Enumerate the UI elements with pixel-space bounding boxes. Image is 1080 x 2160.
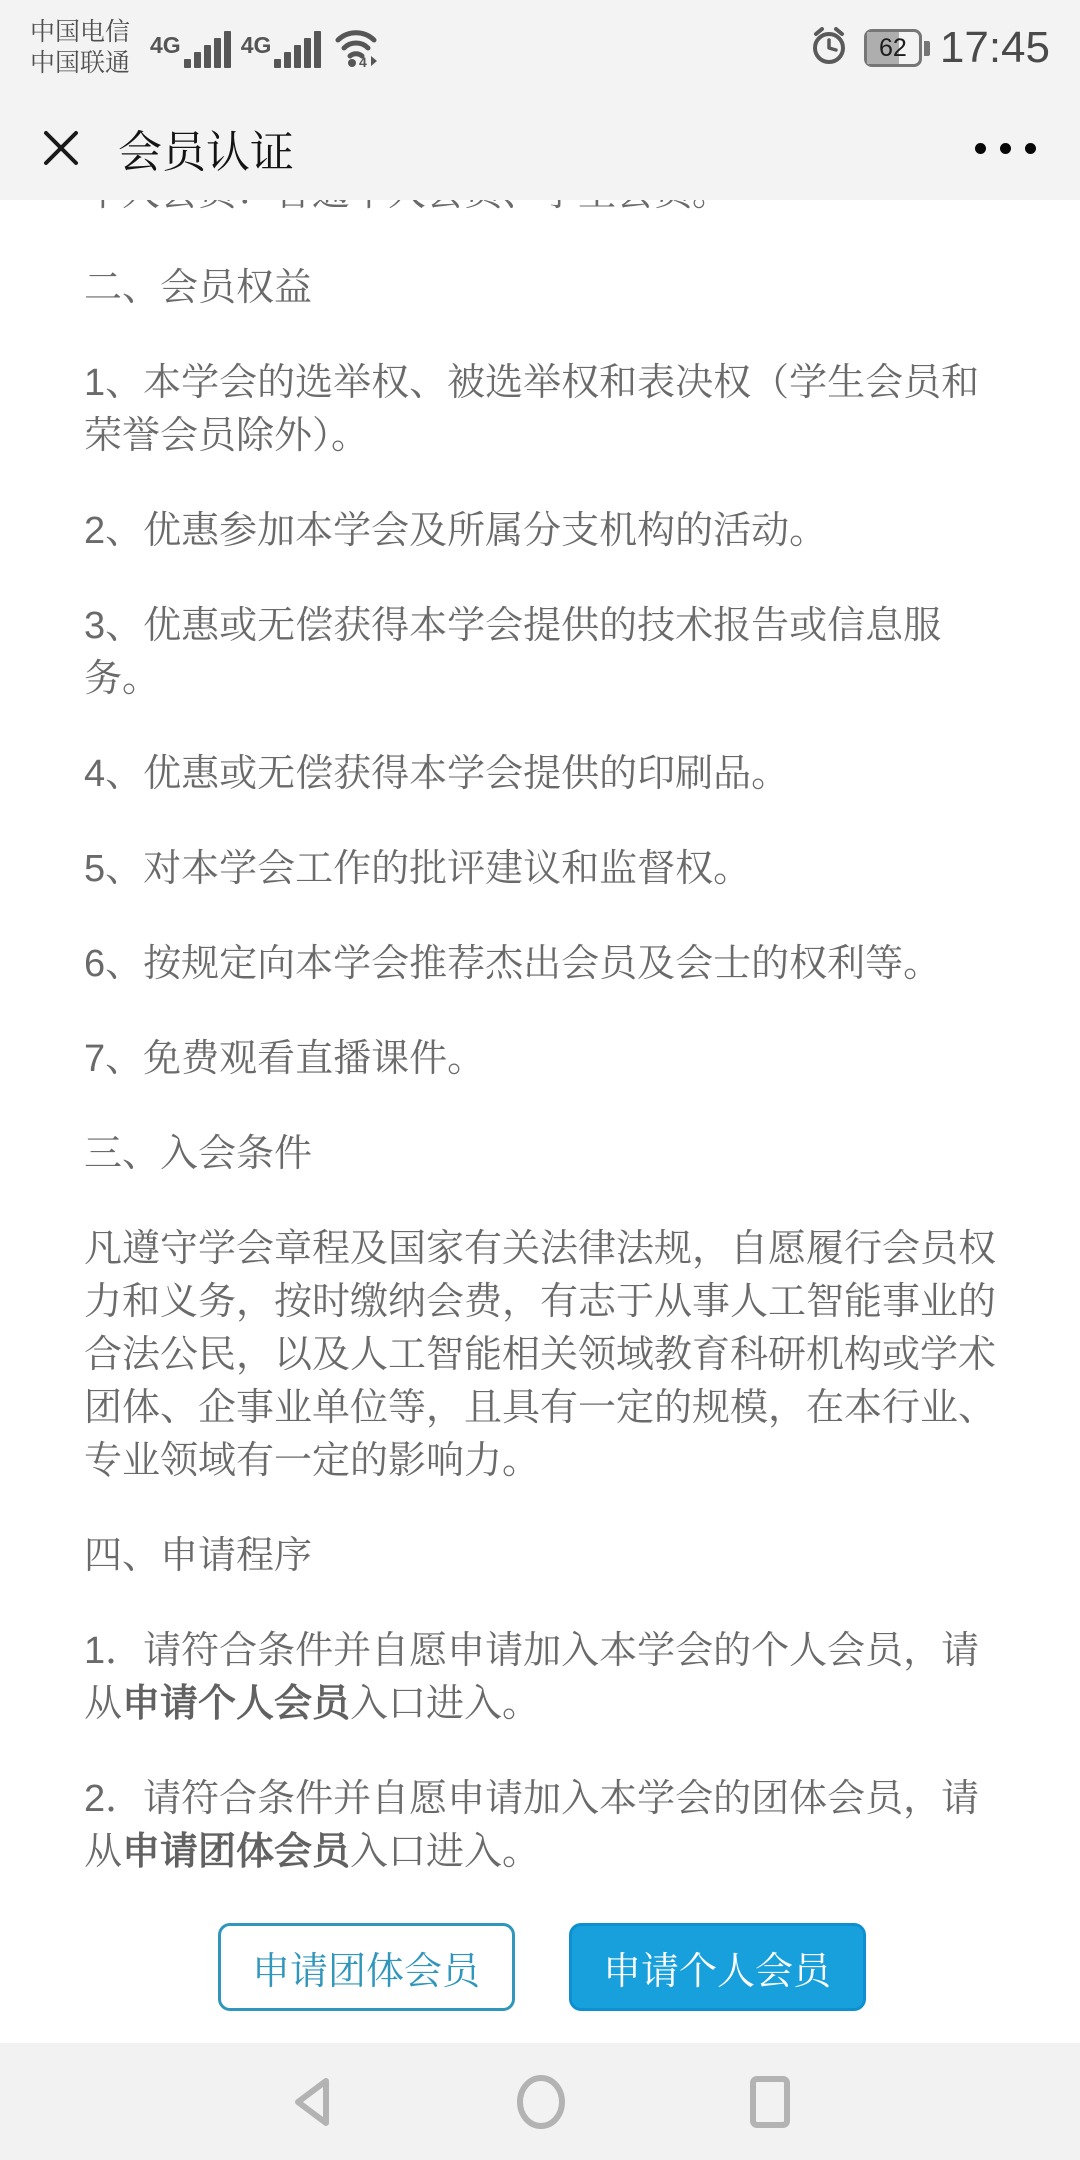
wifi-icon	[333, 26, 379, 73]
paragraph: 4、优惠或无偿获得本学会提供的印刷品。	[84, 753, 790, 795]
paragraph: 四、申请程序	[84, 1535, 313, 1577]
apply-personal-member-button[interactable]: 申请个人会员	[569, 1923, 866, 2011]
paragraph: 三、入会条件	[84, 1133, 313, 1175]
more-menu-icon[interactable]	[969, 133, 1042, 164]
network-type-badge: 4G	[240, 32, 272, 58]
paragraph: 凡遵守学会章程及国家有关法律法规，自愿履行会员权力和义务，按时缴纳会费，有志于从事人工智能事业的合法公民，以及人工智能相关领域教育科研机构或学术团体、企事业单位等，且具有一定的规模，在本行业、专业领域有一定的影响力。	[84, 1228, 997, 1482]
status-bar	[0, 0, 1080, 96]
status-left	[30, 17, 379, 79]
paragraph: 5、对本学会工作的批评建议和监督权。	[84, 848, 752, 890]
signal-bars-icon	[184, 28, 231, 68]
paragraph: 1．请符合条件并自愿申请加入本学会的个人会员，请从申请个人会员入口进入。	[84, 1630, 980, 1725]
status-right	[808, 23, 1050, 73]
nav-home-icon[interactable]	[514, 2072, 568, 2132]
signal-1	[150, 28, 231, 68]
paragraph: 3、优惠或无偿获得本学会提供的技术报告或信息服务。	[84, 605, 942, 700]
carrier-names	[30, 17, 130, 79]
android-nav-bar	[0, 2043, 1080, 2160]
nav-back-icon[interactable]	[286, 2072, 336, 2132]
close-icon[interactable]	[38, 125, 84, 171]
paragraph: 2．请符合条件并自愿申请加入本学会的团体会员，请从申请团体会员入口进入。	[84, 1778, 980, 1873]
alarm-icon	[808, 25, 850, 72]
nav-recents-icon[interactable]	[746, 2072, 794, 2132]
apply-buttons-row	[84, 1923, 999, 2011]
carrier-1: 中国电信	[30, 18, 131, 46]
battery-indicator	[864, 29, 922, 67]
svg-text:4: 4	[359, 53, 368, 70]
signal-bars-icon	[274, 28, 321, 68]
network-type-badge: 4G	[150, 32, 181, 58]
content-scroll[interactable]	[0, 200, 1080, 2043]
battery-cap	[924, 41, 930, 56]
paragraph: 1、本学会的选举权、被选举权和表决权（学生会员和荣誉会员除外）。	[84, 362, 980, 457]
clock-time: 17:45	[939, 23, 1050, 72]
paragraph: 7、免费观看直播课件。	[84, 1038, 486, 1080]
battery-percent: 62	[878, 33, 907, 62]
carrier-2: 中国联通	[30, 49, 131, 77]
signal-2	[241, 28, 322, 68]
webview-header	[0, 96, 1080, 200]
page-title: 会员认证	[118, 128, 294, 177]
apply-group-member-button[interactable]: 申请团体会员	[218, 1923, 515, 2011]
paragraph: 二、会员权益	[84, 267, 313, 309]
paragraph: 6、按规定向本学会推荐杰出会员及会士的权利等。	[84, 943, 942, 985]
paragraph: 2、优惠参加本学会及所属分支机构的活动。	[84, 510, 828, 552]
